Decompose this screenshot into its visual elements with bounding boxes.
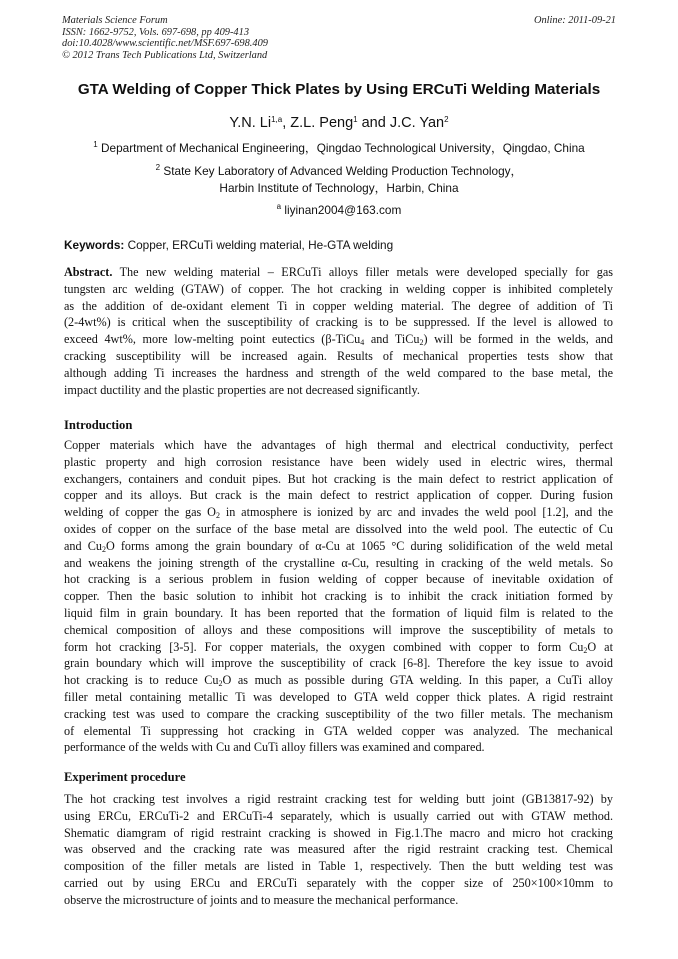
keywords-label: Keywords: bbox=[64, 238, 125, 252]
author-email: $^a$ liyinan2004@163.com bbox=[276, 202, 402, 217]
author-list bbox=[40, 114, 638, 132]
journal-name: Materials Science Forum bbox=[62, 15, 168, 26]
abstract-paragraph: Abstract. The new welding material – ERCuTi alloys filler metals were developed specially for gas tungsten arc welding (GTAW) of copper. The hot cracking in welding copper is inhibited completely as the addition of de-oxidant element Ti in copper welding material. The degree of addition of Ti (2-4wt%) is critical when the susceptibility of cracking is to be suppressed. If the level is allowed to exceed 4wt%, more low-melting point eutectics (β-TiCu$_4$ and TiCu$_2$) will be formed in the welds, and cracking susceptibility will be increased again. Results of mechanical properties tests show that although adding Ti increases the hardness and strength of the weld compared to the base metal, the impact ductility and the plastic properties are not decreased significantly. bbox=[64, 265, 613, 397]
author-name: , Z.L. Peng bbox=[282, 115, 354, 131]
author-name: and J.C. Yan bbox=[357, 115, 445, 131]
author-superscript: 1,a bbox=[271, 115, 283, 124]
introduction-heading: Introduction bbox=[64, 418, 133, 432]
issn-line: ISSN: 1662-9752, Vols. 697-698, pp 409-413 bbox=[62, 26, 250, 38]
experiment-heading: Experiment procedure bbox=[64, 770, 186, 784]
affiliation-2: $^2$ State Key Laboratory of Advanced Welding Production Technology， bbox=[155, 163, 523, 178]
author-name: Y.N. Li bbox=[229, 115, 272, 131]
affiliation-2-line2: Harbin Institute of Technology，Harbin, China bbox=[219, 181, 459, 195]
affiliation-1: $^1$ Department of Mechanical Engineering，Qingdao Technological University，Qingdao, China bbox=[93, 140, 585, 155]
author-superscript: 2 bbox=[444, 115, 449, 124]
copyright-line: © 2012 Trans Tech Publications Ltd, Switzerland bbox=[62, 49, 268, 61]
online-date: Online: 2011-09-21 bbox=[533, 15, 616, 26]
experiment-paragraph: The hot cracking test involves a rigid restraint cracking test for welding butt joint (GB13817-92) by using ERCu, ERCuTi-2 and ERCuTi-4 separately, which is usually carried out with GTAW method. Shematic diamgram of rigid restraint cracking is showed in Fig.1.The macro and micro hot cracking was observed and the cracking rate was measured after the rigid restraint cracking test. Chemical composition of the filler metals are listed in Table 1, respectively. Then the butt welding test was carried out by using ERCu and ERCuTi separately with the copper size of 250×100×10mm to observe the microstructure of joints and to measure the mechanical performance. bbox=[64, 792, 613, 907]
journal-header bbox=[62, 15, 616, 61]
introduction-paragraph: Copper materials which have the advantages of high thermal and electrical conductivity, perfect plastic property and high corrosion resistance have been widely used in electric wires, thermal exchangers, containers and conduit pipes. But hot cracking is the main defect to restrict application of copper and its alloys. But crack is the main defect to restrict application of copper. During fusion welding of copper the gas $O_2$ in atmosphere is ionized by arc and invades the weld pool [1.2], and the oxides of copper on the surface of the base metal are dissolved into the weld pool. The eutectic of Cu and $Cu_2O$ forms among the grain boundary of α-Cu at 1065 °C during solidification of the weld metal and weakens the joining strength of the crystalline α-Cu, resulting in cracking of the weld metals. So hot cracking is a serious problem in fusion welding of copper because of inevitable oxidation of copper. Then the basic solution to inhibit hot cracking is to inhibit the crack initiation formed by liquid film in grain boundary. It has been reported that the formation of liquid film is related to the chemical composition of alloys and these compositions will improve the susceptibility of metals to form hot cracking [3-5]. For copper materials, the oxygen combined with copper to form $Cu_2O$ at grain boundary which will improve the susceptibility of crack [6-8]. Therefore the key issue to avoid hot cracking is to reduce $Cu_2O$ as much as possible during GTA welding. In this paper, a CuTi alloy filler metal containing metallic Ti was developed to GTA weld copper thick plates. A rigid restraint cracking test was used to compare the cracking susceptibility of the two filler metals. The mechanism of elemental Ti suppressing hot cracking in GTA welded copper was analyzed. The mechanical performance of the welds with Cu and CuTi alloy fillers was examined and compared. bbox=[64, 438, 613, 755]
paper-title: GTA Welding of Copper Thick Plates by Using ERCuTi Welding Materials bbox=[77, 81, 601, 98]
abstract-label: Abstract. bbox=[64, 265, 113, 279]
keywords bbox=[64, 238, 616, 253]
keywords-text: Copper, ERCuTi welding material, He-GTA welding bbox=[124, 238, 394, 252]
author-superscript: 1 bbox=[353, 115, 358, 124]
doi-line: doi:10.4028/www.scientific.net/MSF.697-698.409 bbox=[62, 38, 268, 50]
